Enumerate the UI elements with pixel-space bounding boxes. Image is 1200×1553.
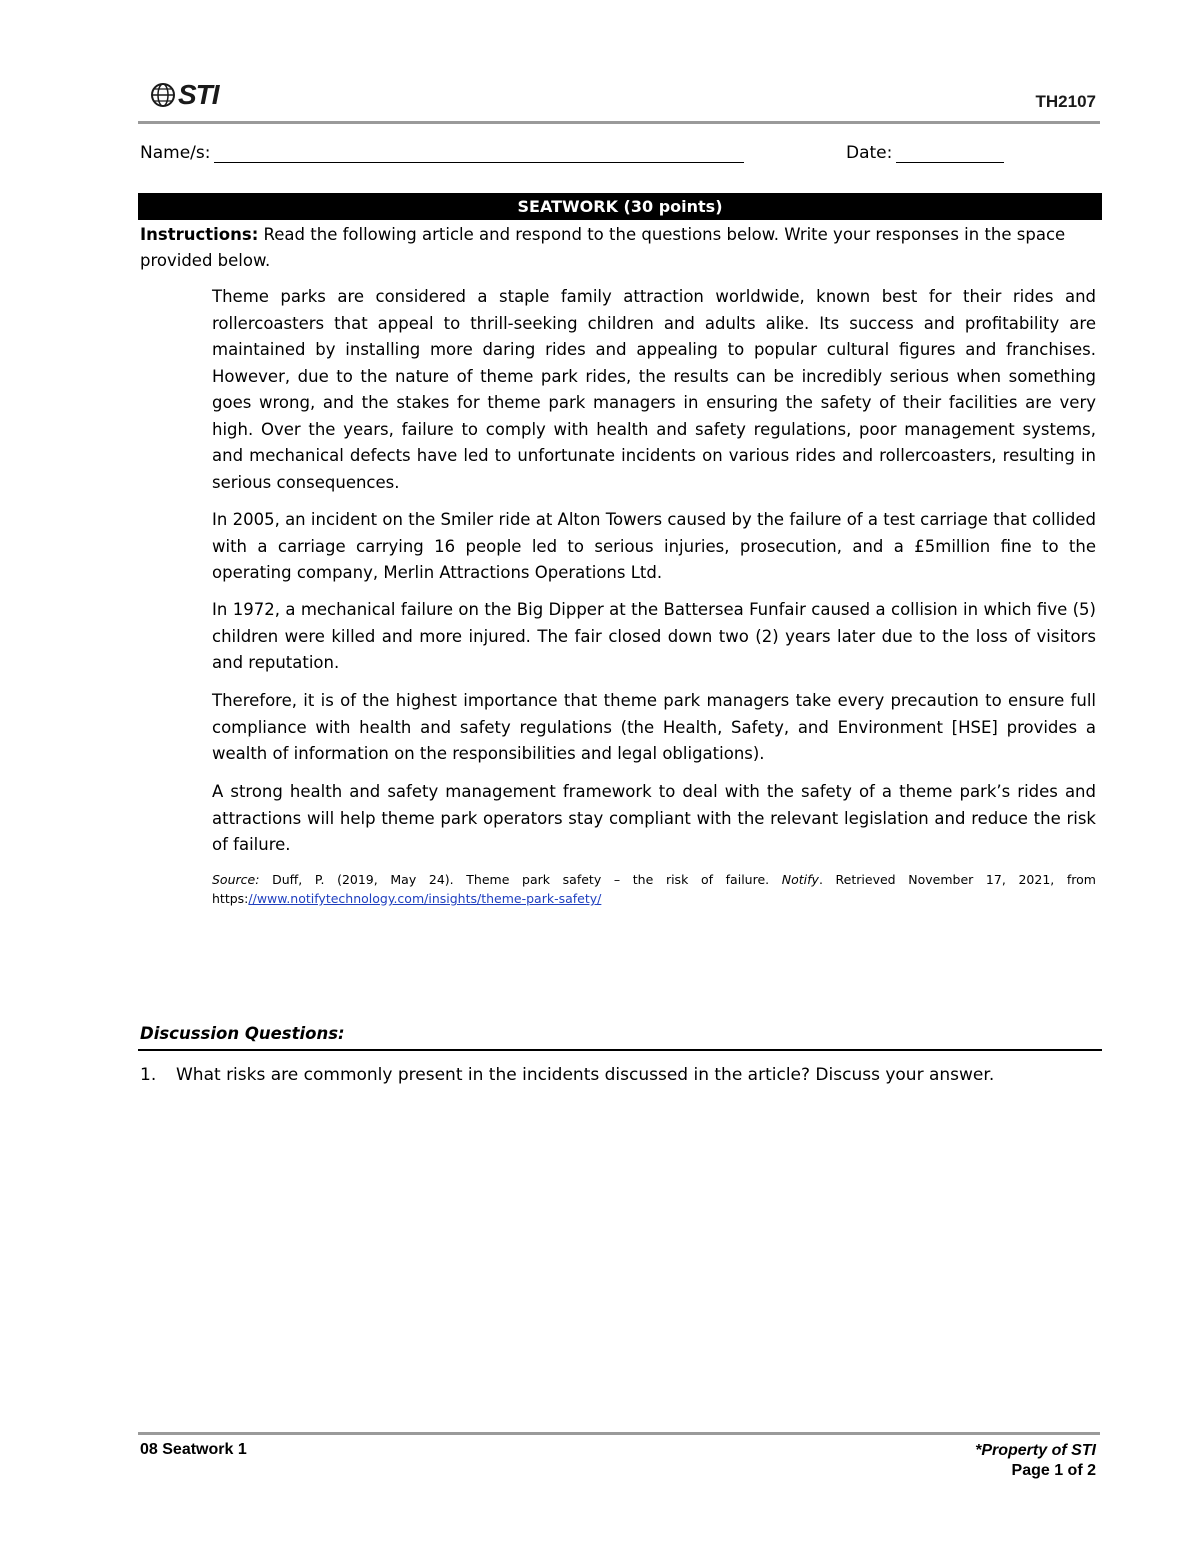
footer-divider <box>138 1432 1100 1435</box>
article-paragraph: Therefore, it is of the highest importance that theme park managers take every precaution to ensure full compliance with health and safety regulations (the Health, Safety, and Environment [HSE] provides a wealth of information on the responsibilities and legal obligations). <box>212 691 1096 763</box>
article-paragraph: In 1972, a mechanical failure on the Big Dipper at the Battersea Funfair caused a collision in which five (5) children were killed and more injured. The fair closed down two (2) years later due to the loss of visitors and reputation. <box>212 600 1096 672</box>
article-paragraph: Theme parks are considered a staple family attraction worldwide, known best for their rides and rollercoasters that appeal to thrill-seeking children and adults alike. Its success and profitability are maintained by installing more daring rides and appealing to popular cultural figures and franchises. However, due to the nature of theme park rides, the results can be incredibly serious when something goes wrong, and the stakes for theme park managers in ensuring the safety of their facilities are very high. Over the years, failure to comply with health and safety regulations, poor management systems, and mechanical defects have led to unfortunate incidents on various rides and rollercoasters, resulting in serious consequences. <box>212 287 1096 492</box>
question-number: 1. <box>140 1065 157 1085</box>
question-text: What risks are commonly present in the incidents discussed in the article? Discuss your answer. <box>176 1065 995 1085</box>
logo-text: STI <box>178 79 219 110</box>
article-paragraph: A strong health and safety management framework to deal with the safety of a theme park’s rides and attractions will help theme park operators stay compliant with the relevant legislation and reduce the risk of failure. <box>212 782 1096 854</box>
globe-icon <box>150 82 176 108</box>
date-label: Date: <box>846 143 893 163</box>
name-label: Name/s: <box>140 143 211 163</box>
sti-logo <box>150 80 219 110</box>
source-text-before: Duff, P. (2019, May 24). Theme park safety – the risk of failure. <box>259 872 782 887</box>
header-divider <box>138 121 1100 124</box>
article-paragraph: In 2005, an incident on the Smiler ride at Alton Towers caused by the failure of a test carriage that collided with a carriage carrying 16 people led to serious injuries, prosecution, and a £5million fine to the operating company, Merlin Attractions Operations Ltd. <box>212 510 1096 582</box>
name-field <box>140 143 744 163</box>
source-citation <box>212 870 1096 908</box>
source-publication: Notify <box>781 872 819 887</box>
instructions <box>140 222 1090 274</box>
date-field <box>846 143 1004 163</box>
property-notice: *Property of STI <box>975 1442 1096 1459</box>
page-number: Page 1 of 2 <box>1011 1462 1096 1479</box>
seatwork-banner: SEATWORK (30 points) <box>138 193 1102 220</box>
footer-right <box>975 1441 1096 1481</box>
discussion-divider <box>138 1049 1102 1051</box>
document-code: TH2107 <box>1035 92 1096 111</box>
discussion-title: Discussion Questions: <box>140 1024 345 1043</box>
instructions-text: Read the following article and respond to the questions below. Write your responses in the space provided below. <box>140 225 1066 270</box>
source-link[interactable]: //www.notifytechnology.com/insights/theme-park-safety/ <box>248 891 602 906</box>
source-label: Source: <box>212 872 260 887</box>
source-text-after: . Retrieved November 17, 2021, from https: <box>212 872 1096 906</box>
question-item <box>140 1062 994 1088</box>
footer-title: 08 Seatwork 1 <box>140 1441 247 1458</box>
date-input-line[interactable] <box>896 144 1004 163</box>
name-input-line[interactable] <box>214 144 744 163</box>
instructions-label: Instructions: <box>140 225 259 244</box>
